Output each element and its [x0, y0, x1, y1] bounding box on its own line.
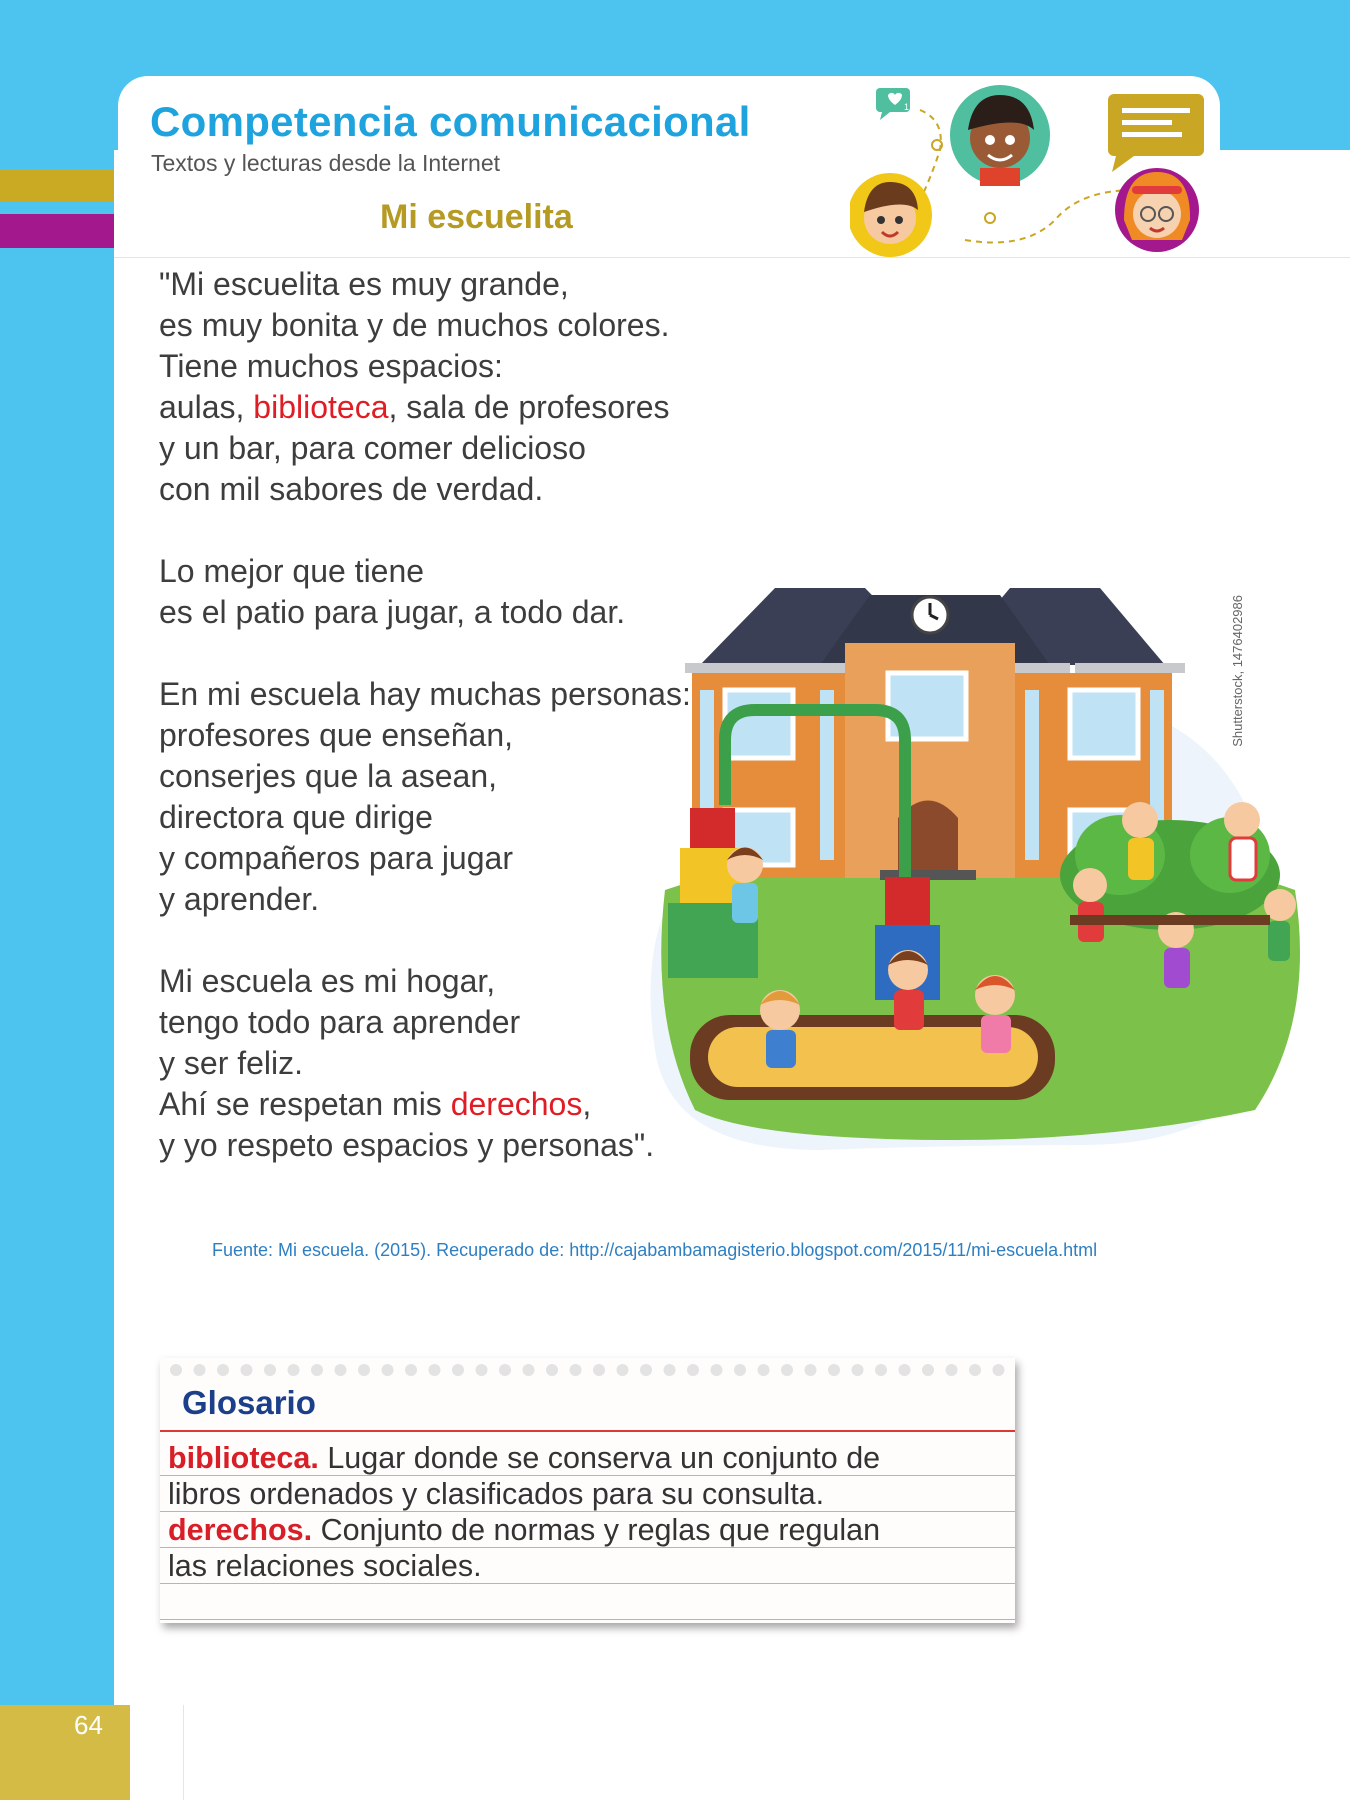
poem-line — [159, 756, 691, 797]
poem-text: Tiene muchos espacios: — [159, 348, 503, 384]
poem-line — [159, 592, 691, 633]
notebook-holes — [168, 1362, 1008, 1378]
page-number-box — [0, 1705, 130, 1800]
poem-text: y yo respeto espacios y personas". — [159, 1127, 655, 1163]
purple-stripe — [0, 214, 114, 248]
notebook-hole — [875, 1364, 887, 1376]
notebook-hole — [664, 1364, 676, 1376]
notebook-hole — [523, 1364, 535, 1376]
poem-text: y compañeros para jugar — [159, 840, 513, 876]
girl-avatar — [1115, 168, 1199, 252]
gold-stripe — [0, 170, 114, 202]
like-badge-icon — [876, 88, 910, 120]
poem-text: tengo todo para aprender — [159, 1004, 521, 1040]
poem-text: directora que dirige — [159, 799, 433, 835]
notebook-hole — [781, 1364, 793, 1376]
glossary-definition: Lugar donde se conserva un conjunto de — [318, 1441, 881, 1475]
section-title: Competencia comunicacional — [150, 98, 751, 145]
notebook-hole — [993, 1364, 1005, 1376]
poem-line — [159, 961, 691, 1002]
poem-text: Lo mejor que tiene — [159, 553, 425, 589]
poem-line — [159, 264, 691, 305]
poem-text: con mil sabores de verdad. — [159, 471, 544, 507]
glossary-entry — [168, 1440, 880, 1512]
poem-text: Ahí se respetan mis — [159, 1086, 451, 1122]
notebook-hole — [476, 1364, 488, 1376]
notebook-hole — [687, 1364, 699, 1376]
poem-stanza — [159, 674, 691, 920]
poem-text: aulas, — [159, 389, 254, 425]
notebook-hole — [170, 1364, 182, 1376]
poem-stanza — [159, 551, 691, 633]
poem-stanza — [159, 264, 691, 510]
glossary-title: Glosario — [182, 1384, 316, 1421]
notebook-hole — [640, 1364, 652, 1376]
page-divider — [183, 1705, 184, 1800]
source-citation: Fuente: Mi escuela. (2015). Recuperado de: http://cajabambamagisterio.blogspot.com/2015/11/mi-escuela.html — [212, 1240, 1098, 1260]
poem-text: y ser feliz. — [159, 1045, 304, 1081]
notebook-hole — [711, 1364, 723, 1376]
notebook-hole — [335, 1364, 347, 1376]
poem-line — [159, 1043, 691, 1084]
notebook-hole — [264, 1364, 276, 1376]
poem-stanza — [159, 961, 691, 1166]
photo-credit: Shutterstock, 1476402986 — [1230, 595, 1245, 747]
poem-line — [159, 879, 691, 920]
poem-line — [159, 1002, 691, 1043]
boy-avatar-left — [850, 173, 932, 257]
poem-line — [159, 469, 691, 510]
notebook-margin-line — [160, 1430, 1015, 1432]
notebook-hole — [570, 1364, 582, 1376]
glossary-keyword: biblioteca — [253, 389, 389, 425]
notebook-hole — [758, 1364, 770, 1376]
poem-text: Mi escuela es mi hogar, — [159, 963, 496, 999]
poem-text: conserjes que la asean, — [159, 758, 497, 794]
poem-text: "Mi escuelita es muy grande, — [159, 266, 569, 302]
notebook-rule — [160, 1619, 1015, 1620]
notebook-hole — [452, 1364, 464, 1376]
poem-text: es el patio para jugar, a todo dar. — [159, 594, 626, 630]
poem-line — [159, 715, 691, 756]
poem-text: , — [582, 1086, 592, 1122]
notebook-hole — [241, 1364, 253, 1376]
notebook-hole — [311, 1364, 323, 1376]
glossary-definition: Conjunto de normas y reglas que regulan — [312, 1513, 881, 1547]
notebook-hole — [288, 1364, 300, 1376]
notebook-hole — [946, 1364, 958, 1376]
notebook-hole — [805, 1364, 817, 1376]
poem-line — [159, 387, 691, 428]
glossary-keyword: derechos — [450, 1086, 583, 1122]
reading-title: Mi escuelita — [380, 198, 573, 236]
poem-line — [159, 346, 691, 387]
notebook-hole — [546, 1364, 558, 1376]
notebook-hole — [429, 1364, 441, 1376]
message-bubble-icon — [1108, 94, 1204, 172]
notebook-hole — [593, 1364, 605, 1376]
like-count: 1 — [904, 102, 910, 112]
kids-avatars-illustration — [850, 80, 1220, 260]
notebook-hole — [734, 1364, 746, 1376]
poem-line — [159, 797, 691, 838]
notebook-hole — [922, 1364, 934, 1376]
notebook-hole — [899, 1364, 911, 1376]
notebook-hole — [382, 1364, 394, 1376]
page-number: 64 — [74, 1710, 103, 1740]
notebook-hole — [969, 1364, 981, 1376]
poem-text: es muy bonita y de muchos colores. — [159, 307, 670, 343]
notebook-hole — [405, 1364, 417, 1376]
notebook-hole — [358, 1364, 370, 1376]
notebook-hole — [194, 1364, 206, 1376]
poem-line — [159, 838, 691, 879]
glossary-entries — [168, 1440, 880, 1584]
poem-text: , sala de profesores — [388, 389, 670, 425]
poem-line — [159, 551, 691, 592]
school-playground-illustration — [650, 585, 1300, 1150]
glossary-definition: las relaciones sociales. — [168, 1549, 482, 1583]
glossary-definition: libros ordenados y clasificados para su consulta. — [168, 1477, 825, 1511]
poem — [159, 264, 691, 1207]
boy-avatar-top — [950, 85, 1050, 186]
poem-text: y aprender. — [159, 881, 320, 917]
poem-line — [159, 1125, 691, 1166]
poem-line — [159, 674, 691, 715]
poem-text: profesores que enseñan, — [159, 717, 514, 753]
section-subtitle: Textos y lecturas desde la Internet — [151, 150, 501, 176]
poem-line — [159, 305, 691, 346]
notebook-hole — [617, 1364, 629, 1376]
notebook-hole — [828, 1364, 840, 1376]
poem-text: y un bar, para comer delicioso — [159, 430, 586, 466]
notebook-hole — [217, 1364, 229, 1376]
glossary-box — [160, 1358, 1015, 1623]
notebook-hole — [499, 1364, 511, 1376]
glossary-term: derechos. — [168, 1513, 313, 1547]
glossary-term: biblioteca. — [168, 1441, 319, 1475]
poem-line — [159, 1084, 691, 1125]
poem-text: En mi escuela hay muchas personas: — [159, 676, 691, 712]
notebook-hole — [852, 1364, 864, 1376]
left-margin-band — [0, 155, 114, 1705]
glossary-entry — [168, 1512, 880, 1584]
poem-line — [159, 428, 691, 469]
